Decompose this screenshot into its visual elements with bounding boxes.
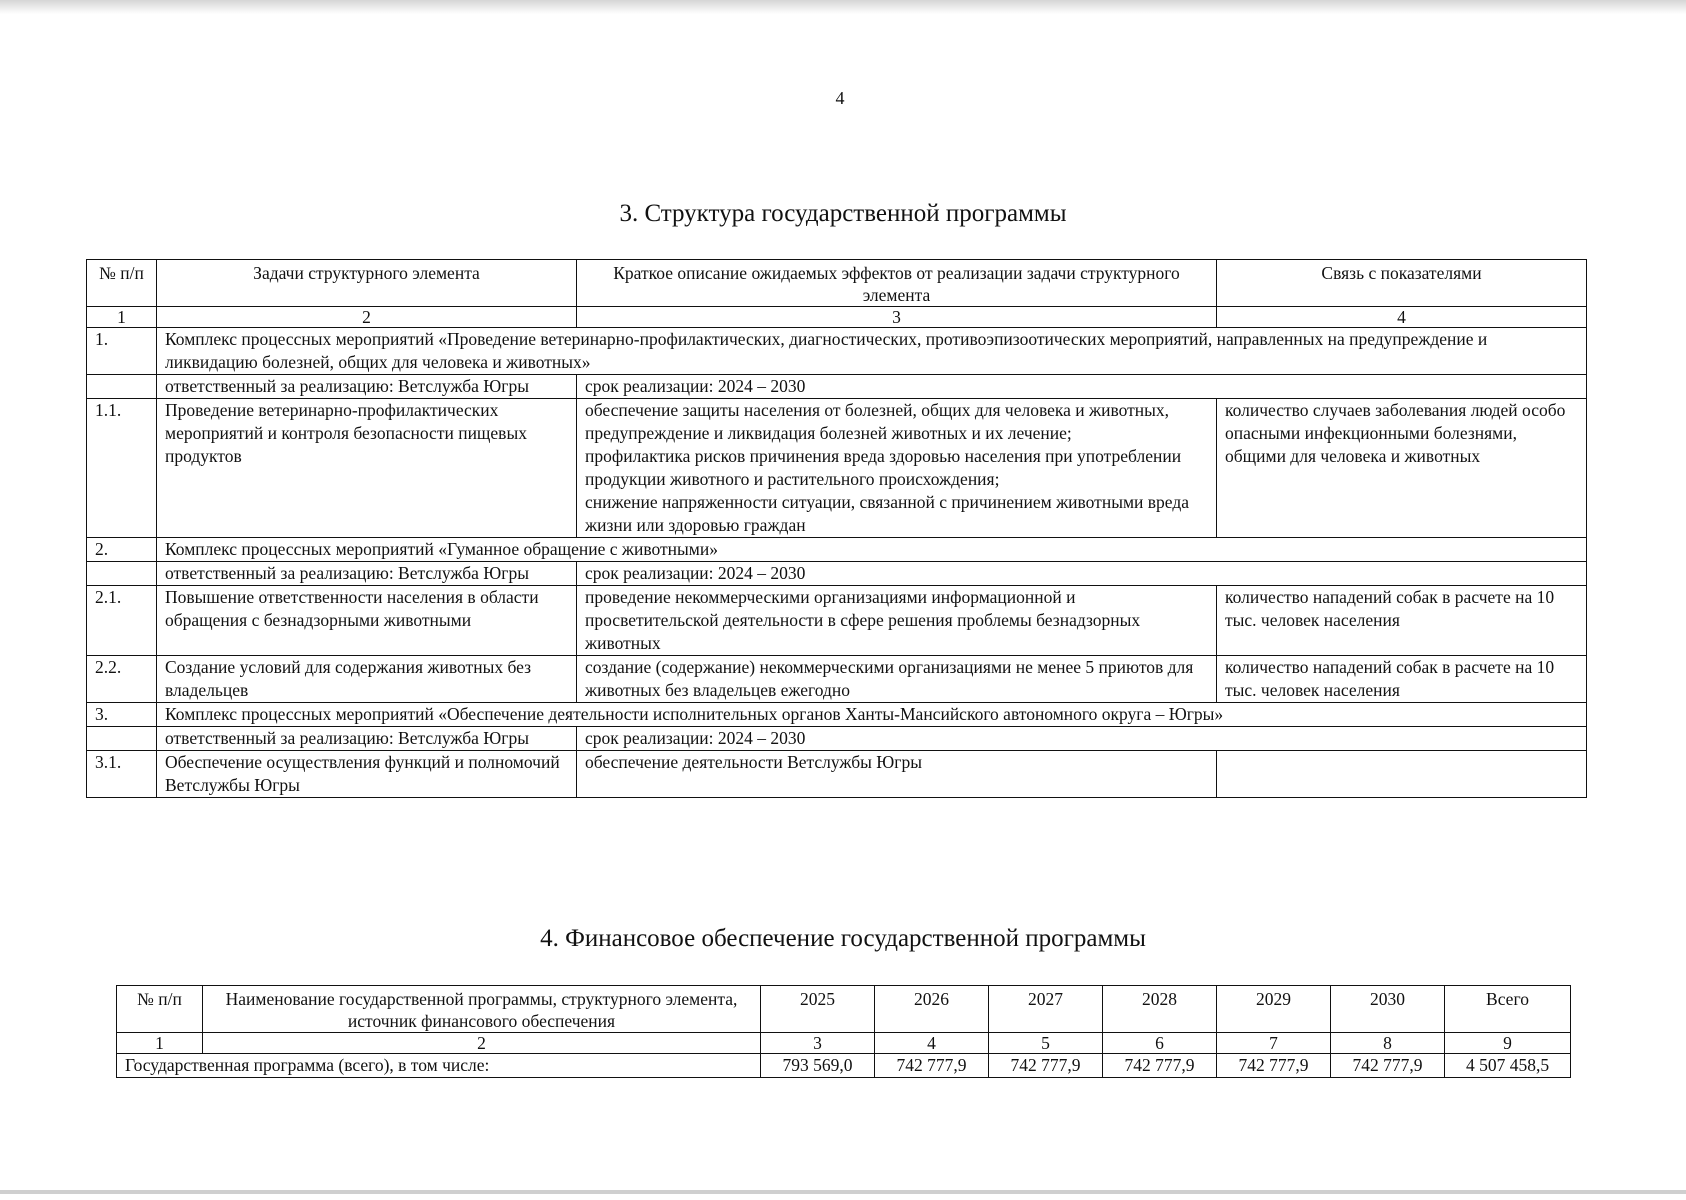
- header-total: Всего: [1445, 986, 1571, 1033]
- column-number-row: [117, 1033, 1571, 1054]
- indicator-cell: количество случаев заболевания людей особо опасными инфекционными болезнями, общими для человека и животных: [1217, 399, 1587, 538]
- amount-cell: 742 777,9: [1331, 1054, 1445, 1078]
- amount-cell: 742 777,9: [1217, 1054, 1331, 1078]
- page-number: 4: [835, 88, 845, 108]
- column-number-row: [87, 307, 1587, 328]
- row-number: 2.1.: [87, 586, 157, 656]
- column-number: 9: [1445, 1033, 1571, 1054]
- row-number: 2.: [87, 538, 157, 562]
- amount-cell: 793 569,0: [761, 1054, 875, 1078]
- structure-table: [86, 259, 1587, 798]
- header-year: 2028: [1103, 986, 1217, 1033]
- effect-cell: создание (содержание) некоммерческими организациями не менее 5 приютов для животных без владельцев ежегодно: [577, 656, 1217, 703]
- empty-cell: [87, 375, 157, 399]
- table-header-row: [87, 260, 1587, 307]
- column-number: 1: [117, 1033, 203, 1054]
- amount-cell: 742 777,9: [989, 1054, 1103, 1078]
- table-row: [87, 586, 1587, 656]
- indicator-cell: [1217, 751, 1587, 798]
- effect-cell: обеспечение деятельности Ветслужбы Югры: [577, 751, 1217, 798]
- responsible-text: ответственный за реализацию: Ветслужба Югры: [157, 375, 577, 399]
- table-row: [87, 751, 1587, 798]
- total-row: [117, 1054, 1571, 1078]
- header-year: 2030: [1331, 986, 1445, 1033]
- task-cell: Повышение ответственности населения в области обращения с безнадзорными животными: [157, 586, 577, 656]
- row-number: 2.2.: [87, 656, 157, 703]
- table-header-row: [117, 986, 1571, 1033]
- term-text: срок реализации: 2024 – 2030: [577, 562, 1587, 586]
- column-number: 2: [203, 1033, 761, 1054]
- responsible-row: [87, 562, 1587, 586]
- header-year: 2026: [875, 986, 989, 1033]
- term-text: срок реализации: 2024 – 2030: [577, 375, 1587, 399]
- header-name: Наименование государственной программы, структурного элемента, источник финансового обеспечения: [203, 986, 761, 1033]
- column-number: 4: [1217, 307, 1587, 328]
- column-number: 8: [1331, 1033, 1445, 1054]
- header-num: № п/п: [117, 986, 203, 1033]
- scan-edge: [0, 0, 1686, 14]
- effect-cell: обеспечение защиты населения от болезней, общих для человека и животных, предупреждение и ликвидация болезней животных и их лечение; профилактика рисков причинения вреда здоровью населения при употреблении продукции животного и растительного происхождения; снижение напряженности ситуации, связанной с причинением животными вреда жизни или здоровью граждан: [577, 399, 1217, 538]
- finance-table: [116, 985, 1571, 1078]
- empty-cell: [87, 727, 157, 751]
- header-num: № п/п: [87, 260, 157, 307]
- indicator-cell: количество нападений собак в расчете на 10 тыс. человек населения: [1217, 586, 1587, 656]
- complex-row: [87, 538, 1587, 562]
- row-number: 1.: [87, 328, 157, 375]
- responsible-text: ответственный за реализацию: Ветслужба Югры: [157, 727, 577, 751]
- total-row-label: Государственная программа (всего), в том числе:: [117, 1054, 761, 1078]
- complex-title: Комплекс процессных мероприятий «Проведение ветеринарно-профилактических, диагностических, противоэпизоотических мероприятий, направленных на предупреждение и ликвидацию болезней, общих для человека и животных»: [157, 328, 1587, 375]
- complex-title: Комплекс процессных мероприятий «Гуманное обращение с животными»: [157, 538, 1587, 562]
- header-tasks: Задачи структурного элемента: [157, 260, 577, 307]
- task-cell: Обеспечение осуществления функций и полномочий Ветслужбы Югры: [157, 751, 577, 798]
- column-number: 3: [761, 1033, 875, 1054]
- column-number: 4: [875, 1033, 989, 1054]
- section-title-structure: 3. Структура государственной программы: [619, 200, 1067, 227]
- indicator-cell: количество нападений собак в расчете на 10 тыс. человек населения: [1217, 656, 1587, 703]
- header-year: 2027: [989, 986, 1103, 1033]
- header-link: Связь с показателями: [1217, 260, 1587, 307]
- amount-cell: 742 777,9: [875, 1054, 989, 1078]
- column-number: 7: [1217, 1033, 1331, 1054]
- table-row: [87, 656, 1587, 703]
- complex-title: Комплекс процессных мероприятий «Обеспечение деятельности исполнительных органов Ханты-Мансийского автономного округа – Югры»: [157, 703, 1587, 727]
- row-number: 1.1.: [87, 399, 157, 538]
- empty-cell: [87, 562, 157, 586]
- column-number: 2: [157, 307, 577, 328]
- table-row: [87, 399, 1587, 538]
- column-number: 1: [87, 307, 157, 328]
- task-cell: Проведение ветеринарно-профилактических мероприятий и контроля безопасности пищевых продуктов: [157, 399, 577, 538]
- column-number: 5: [989, 1033, 1103, 1054]
- complex-row: [87, 328, 1587, 375]
- header-effects: Краткое описание ожидаемых эффектов от реализации задачи структурного элемента: [577, 260, 1217, 307]
- task-cell: Создание условий для содержания животных без владельцев: [157, 656, 577, 703]
- column-number: 3: [577, 307, 1217, 328]
- header-year: 2029: [1217, 986, 1331, 1033]
- total-amount-cell: 4 507 458,5: [1445, 1054, 1571, 1078]
- complex-row: [87, 703, 1587, 727]
- section-title-finance: 4. Финансовое обеспечение государственной программы: [540, 925, 1146, 952]
- effect-cell: проведение некоммерческими организациями информационной и просветительской деятельности в сфере решения проблемы безнадзорных животных: [577, 586, 1217, 656]
- responsible-row: [87, 375, 1587, 399]
- responsible-row: [87, 727, 1587, 751]
- column-number: 6: [1103, 1033, 1217, 1054]
- scan-edge: [0, 1190, 1686, 1194]
- term-text: срок реализации: 2024 – 2030: [577, 727, 1587, 751]
- row-number: 3.: [87, 703, 157, 727]
- header-year: 2025: [761, 986, 875, 1033]
- row-number: 3.1.: [87, 751, 157, 798]
- amount-cell: 742 777,9: [1103, 1054, 1217, 1078]
- responsible-text: ответственный за реализацию: Ветслужба Югры: [157, 562, 577, 586]
